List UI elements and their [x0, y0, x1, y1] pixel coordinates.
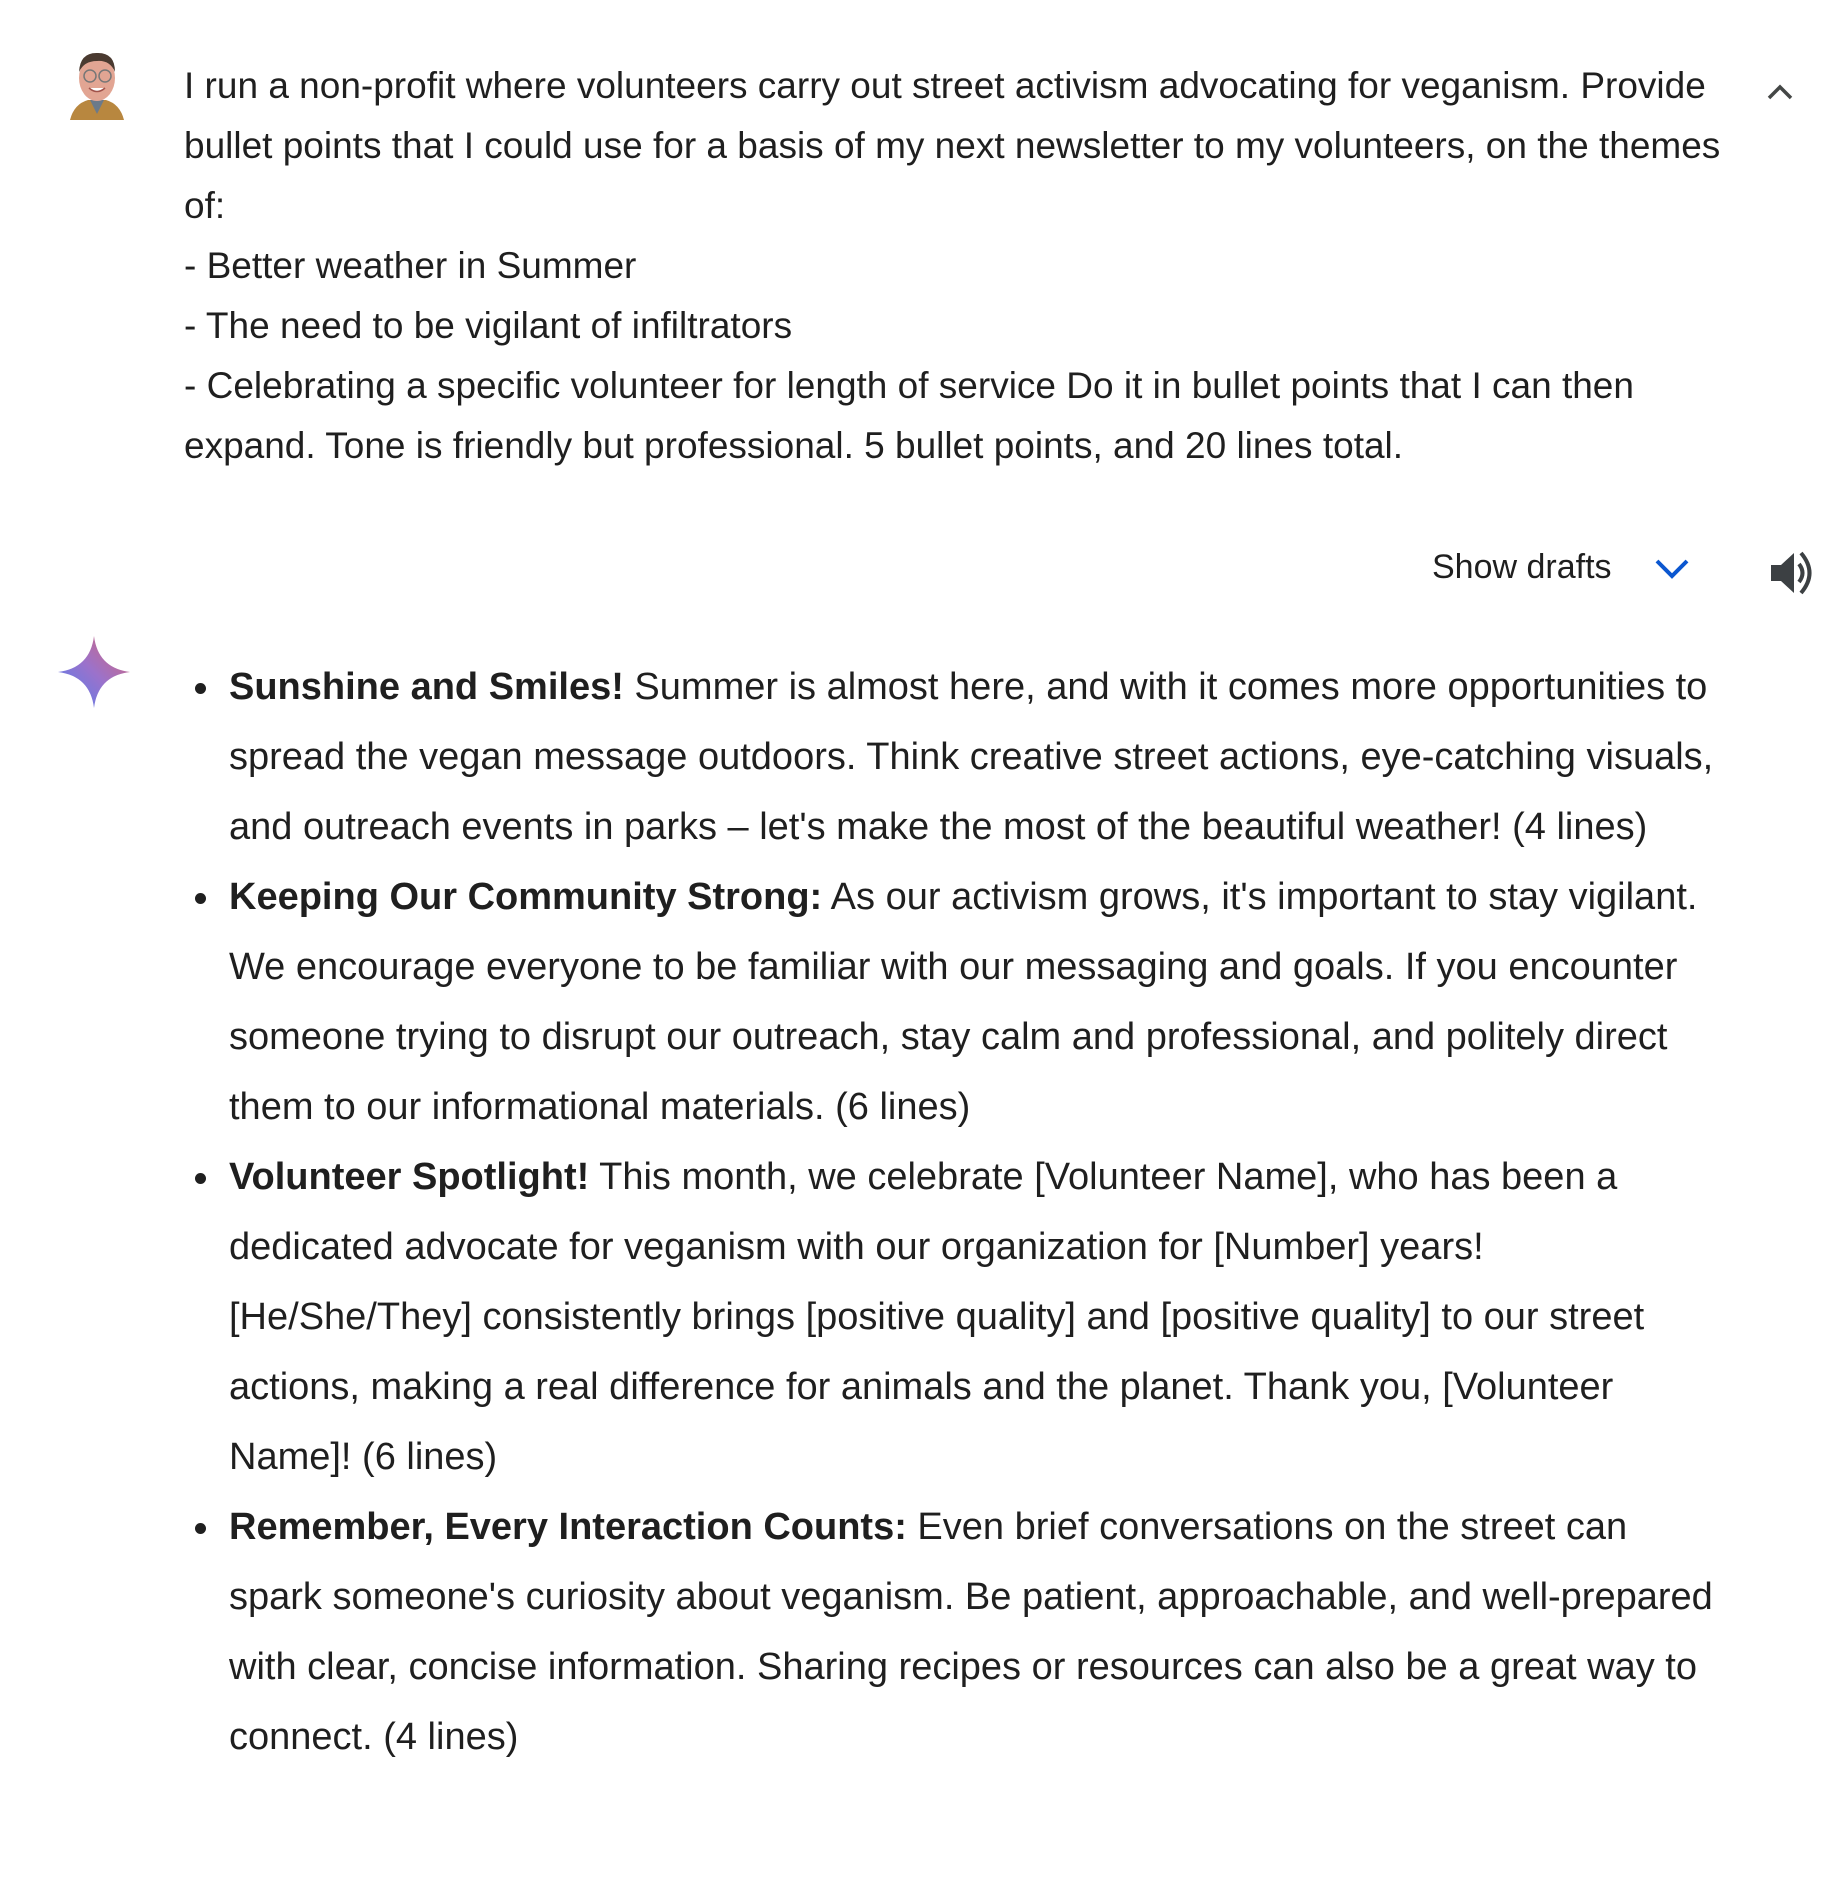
- bullet-text: This month, we celebrate [Volunteer Name], who has been a dedicated advocate for veganism with our organization for [Number] years! [He/She/They] consistently brings [positive quality] and [positive quality] to our street actions, making a real difference for animals and the planet. Thank you, [Volunteer Name]! (6 lines): [229, 1156, 1645, 1478]
- prompt-line: - Better weather in Summer: [184, 245, 637, 286]
- response-bullet-list: [229, 652, 1729, 1772]
- bullet-text: Even brief conversations on the street can spark someone's curiosity about veganism. Be patient, approachable, and well-prepared with clear, concise information. Sharing recipes or resources can also be a great way to connect. (4 lines): [229, 1506, 1713, 1758]
- user-prompt: [184, 56, 1731, 476]
- list-item: [229, 1492, 1729, 1772]
- user-avatar: [68, 48, 126, 124]
- prompt-line: - Celebrating a specific volunteer for length of service Do it in bullet points that I can then expand. Tone is friendly but professional. 5 bullet points, and 20 lines total.: [184, 365, 1645, 466]
- bullet-text: As our activism grows, it's important to stay vigilant. We encourage everyone to be familiar with our messaging and goals. If you encounter someone trying to disrupt our outreach, stay calm and professional, and politely direct them to our informational materials. (6 lines): [229, 876, 1698, 1128]
- speaker-icon: [1768, 548, 1818, 598]
- bullet-text: Summer is almost here, and with it comes more opportunities to spread the vegan message outdoors. Think creative street actions, eye-catching visuals, and outreach events in parks – let's make the most of the beautiful weather! (4 lines): [229, 666, 1714, 848]
- show-drafts-button[interactable]: [1432, 548, 1692, 587]
- chevron-down-icon: [1652, 553, 1692, 583]
- bullet-title: Keeping Our Community Strong:: [229, 876, 823, 918]
- list-item: [229, 862, 1729, 1142]
- prompt-line: - The need to be vigilant of infiltrators: [184, 305, 793, 346]
- bullet-title: Remember, Every Interaction Counts:: [229, 1506, 907, 1548]
- bullet-title: Sunshine and Smiles!: [229, 666, 624, 708]
- show-drafts-label: Show drafts: [1432, 548, 1612, 586]
- chevron-up-icon: [1760, 74, 1800, 110]
- list-item: [229, 1142, 1729, 1492]
- prompt-line: I run a non-profit where volunteers carry out street activism advocating for veganism. Provide bullet points that I could use for a basis of my next newsletter to my volunteers, on the themes of:: [184, 65, 1731, 226]
- bullet-title: Volunteer Spotlight!: [229, 1156, 590, 1198]
- gemini-sparkle-icon: [56, 634, 132, 710]
- collapse-prompt-button[interactable]: [1760, 74, 1800, 110]
- read-aloud-button[interactable]: [1768, 548, 1818, 598]
- list-item: [229, 652, 1729, 862]
